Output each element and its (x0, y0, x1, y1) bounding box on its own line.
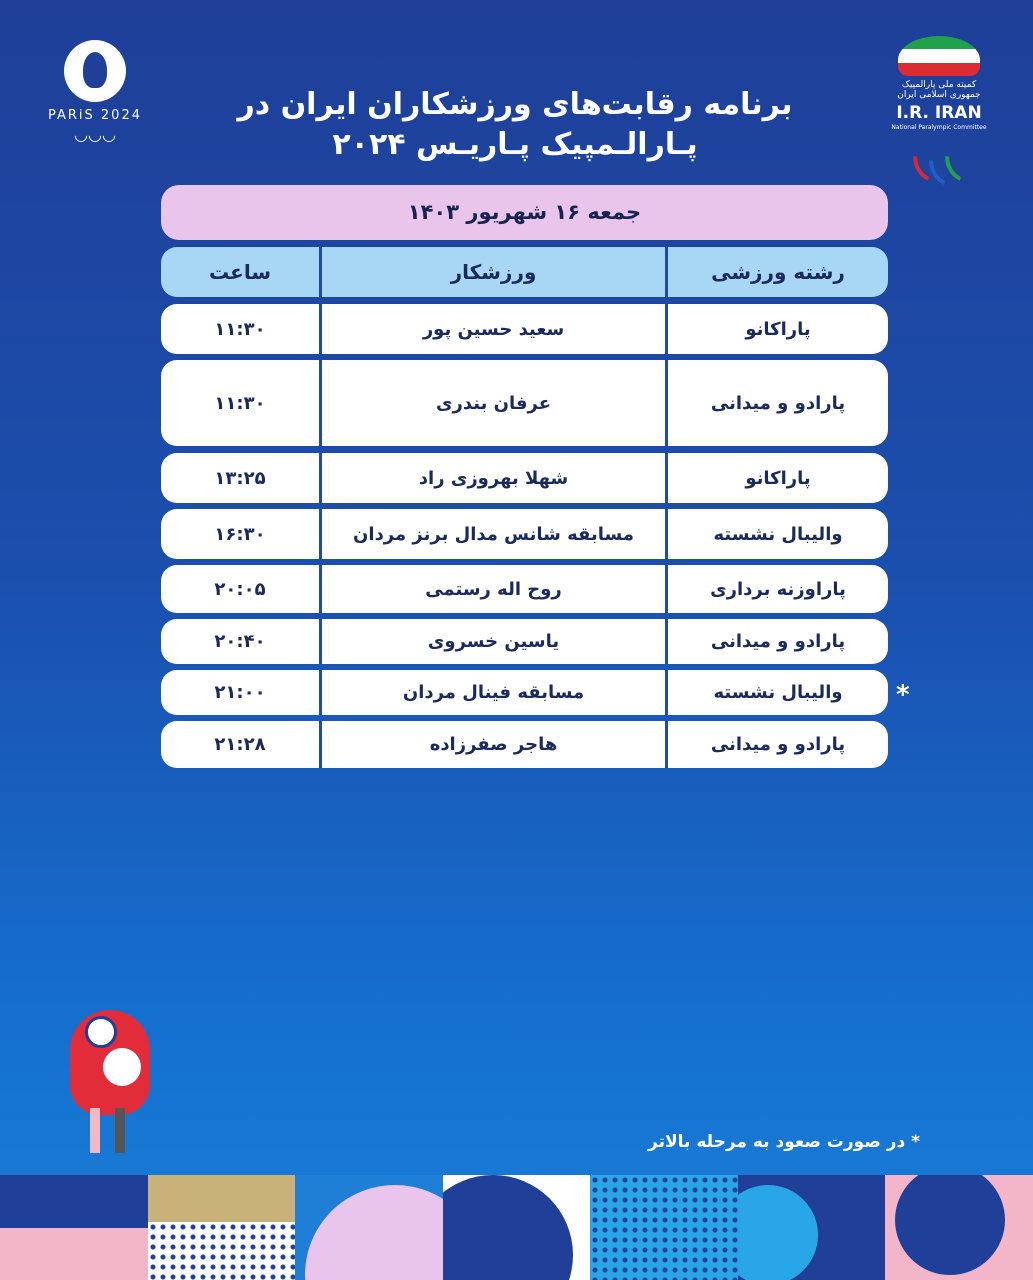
pattern-tile (443, 1175, 591, 1280)
athlete-cell: سعید حسین پور (319, 304, 668, 354)
paris-2024-logo (40, 40, 150, 144)
table-row (161, 304, 888, 354)
sport-cell: پاراکانو (745, 467, 811, 489)
pattern-tile (590, 1175, 738, 1280)
title-line-2: پـارالـمپیک پـاریـس ۲۰۲۴ (332, 127, 698, 162)
footnote (620, 1132, 920, 1152)
athlete-cell: عرفان بندری (319, 360, 668, 446)
paralympic-agitos-icon (909, 143, 969, 183)
footnote-star-marker: * (896, 680, 910, 710)
time-cell: ۱۱:۳۰ (214, 392, 266, 414)
decorative-pattern-strip (0, 1175, 1033, 1280)
committee-name: I.R. IRAN (896, 103, 982, 123)
date-bar: جمعه ۱۶ شهریور ۱۴۰۳ (161, 185, 888, 240)
committee-sub: National Paralympic Committee (891, 124, 987, 131)
title-line-1: برنامه رقابت‌های ورزشکاران ایران در (237, 87, 793, 122)
column-header-athlete: ورزشکار (319, 247, 668, 297)
mascot-eye (85, 1016, 117, 1048)
footnote-text: در صورت صعود به مرحله بالاتر (648, 1132, 906, 1152)
ir-iran-npc-logo (889, 36, 989, 183)
phryge-mascot-illustration (55, 990, 165, 1170)
time-cell: ۱۶:۳۰ (214, 523, 266, 545)
athlete-cell: مسابقه شانس مدال برنز مردان (319, 509, 668, 559)
mascot-badge (103, 1048, 141, 1086)
table-row (161, 453, 888, 503)
agitos-icon: ◡◡◡ (74, 125, 116, 144)
table-row (161, 619, 888, 664)
sport-cell: پاراوزنه برداری (710, 578, 846, 600)
sport-cell: پارادو و میدانی (710, 392, 846, 414)
athlete-cell: هاجر صفرزاده (319, 721, 668, 768)
mascot-prosthetic-leg (115, 1108, 125, 1153)
sport-cell: والیبال نشسته (713, 682, 843, 703)
pattern-tile (295, 1175, 443, 1280)
table-header (161, 247, 888, 297)
footnote-marker: * (911, 1132, 920, 1152)
time-cell: ۲۱:۰۰ (214, 682, 266, 703)
paris-logo-text: PARiS 2024 (47, 108, 142, 123)
pattern-tile (738, 1175, 886, 1280)
mascot-leg-left (90, 1108, 100, 1153)
committee-script: کمیته ملی پارالمپیک جمهوری اسلامی ایران (897, 80, 981, 100)
page-title (220, 85, 810, 165)
table-row (161, 670, 888, 715)
pattern-tile (0, 1175, 148, 1280)
time-cell: ۱۱:۳۰ (214, 318, 266, 340)
sport-cell: پارادو و میدانی (710, 734, 846, 755)
table-row (161, 565, 888, 613)
time-cell: ۲۱:۲۸ (214, 734, 266, 755)
iran-flag-icon (898, 36, 980, 76)
pattern-tile (885, 1175, 1033, 1280)
athlete-cell: یاسین خسروی (319, 619, 668, 664)
table-row (161, 721, 888, 768)
sport-cell: والیبال نشسته (713, 523, 843, 545)
column-header-sport: رشته ورزشی (711, 260, 845, 284)
sport-cell: پاراکانو (745, 318, 811, 340)
sport-cell: پارادو و میدانی (710, 631, 846, 652)
time-cell: ۲۰:۴۰ (214, 631, 266, 652)
time-cell: ۲۰:۰۵ (214, 578, 266, 600)
athlete-cell: شهلا بهروزی راد (319, 453, 668, 503)
athlete-cell: مسابقه فینال مردان (319, 670, 668, 715)
table-row (161, 509, 888, 559)
pattern-tile (148, 1175, 296, 1280)
athlete-cell: روح اله رستمی (319, 565, 668, 613)
time-cell: ۱۳:۲۵ (214, 467, 266, 489)
column-header-time: ساعت (209, 260, 272, 284)
paris-flame-icon (64, 40, 126, 102)
table-row (161, 360, 888, 446)
